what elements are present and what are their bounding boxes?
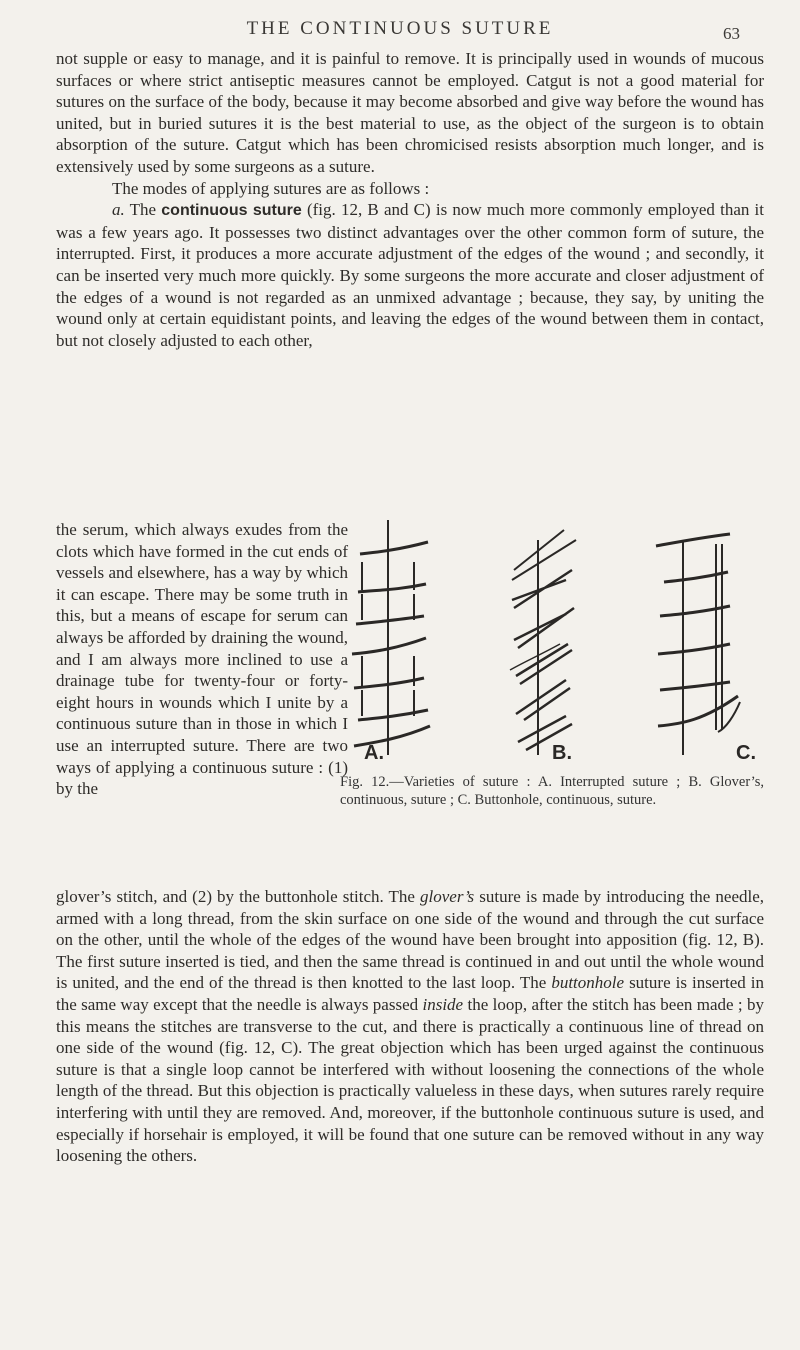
- page-number: 63: [723, 24, 740, 43]
- section-a-letter: a.: [112, 200, 125, 220]
- inside-term: inside: [422, 994, 464, 1014]
- glovers-suture-drawing: [510, 530, 576, 755]
- after-text-2: suture is made by introducing the needle, armed with a long thread, from the skin surface on one side of the wound and through the cut surface on the other, until the whole of the edges of the wound have been brought into apposition (fig. 12, B). The first suture inserted is tied, and then the same thread is continued in and out until the whole wound is united, and the end of the thread is then knotted to the last loop. The: [56, 887, 765, 993]
- running-head: THE CONTINUOUS SUTURE: [246, 18, 554, 39]
- glovers-term: glover’s: [420, 887, 475, 906]
- after-text-1: glover’s stitch, and (2) by the buttonhole stitch. The: [56, 887, 415, 906]
- figure-label-a: A.: [364, 742, 384, 764]
- interrupted-suture-drawing: [352, 520, 430, 755]
- wrapped-text-block: [56, 519, 348, 800]
- after-text-4: the loop, after the stitch has been made ; by this means the stitches are transverse to the cut, and there is practically a continuous line of thread on one side of the wound (fig. 12, C). The great objection which has been urged against the continuous suture is that a single loop cannot be interfered with without loosening the connections of the whole length of the thread. But this objection is practically valueless in these days, when sutures rarely require interfering with until they are removed. And, moreover, if the buttonhole continuous suture is used, and especially if horsehair is employed, it will be found that one suture can be removed without in any way loosening the others.: [56, 994, 765, 1166]
- suture-figure: [338, 520, 768, 772]
- after-figure-paragraph: [56, 886, 764, 1167]
- wrapped-paragraph: the serum, which always exudes from the clots which have formed in the cut ends of vessels and elsewhere, has a way by which it can escape. There may be some truth in this, but a means of escape for serum can always be afforded by draining the wound, and I am always more inclined to use a drainage tube for twenty-four or forty-eight hours in wounds which I unite by a continuous suture than in those in which I use an interrupted suture. There are two ways of applying a continuous suture : (1) by the: [56, 520, 348, 799]
- figure-caption: Fig. 12.—Varieties of suture : A. Interrupted suture ; B. Glover’s, continuous, suture ; C. Buttonhole, continuous, suture.: [340, 774, 764, 808]
- modes-intro: The modes of applying sutures are as follows :: [112, 178, 430, 198]
- figure-label-c: C.: [736, 742, 756, 764]
- figure-label-b: B.: [552, 742, 572, 764]
- suture-illustration: [338, 520, 768, 772]
- intro-paragraph: not supple or easy to manage, and it is painful to remove. It is principally used in wounds of mucous surfaces or where strict antiseptic measures cannot be employed. Catgut is not a good material for sutures on the surface of the body, because it may become absorbed and give way before the wound has united, but in buried sutures it is the best material to use, as the object of the surgeon is to obtain absorption of the suture. Catgut which has been chromicised resists absorption much longer, and is extensively used by some surgeons as a suture.: [56, 49, 764, 176]
- buttonhole-suture-drawing: [656, 534, 740, 755]
- section-a-text: (fig. 12, B and C) is now much more commonly employed than it was a few years ago. It possesses two distinct advantages over the other common form of suture, the interrupted. First, it produces a more accurate adjustment of the edges of the wound ; and secondly, it can be inserted very much more quickly. By some surgeons the more accurate and closer adjustment of the edges of a wound is not regarded as an unmixed advantage ; because, they say, by uniting the wound only at certain equidistant points, and leaving the edges of the wound between them in contact, but not closely adjusted to each other,: [56, 200, 765, 350]
- buttonhole-term: buttonhole: [551, 973, 625, 993]
- section-a-paragraph: [56, 199, 764, 351]
- after-figure-block: [56, 886, 764, 1167]
- after-text-3: suture is inserted in the same way except that the needle is always passed: [56, 973, 765, 1014]
- section-a-pre: The: [129, 200, 157, 220]
- intro-text-block: [56, 48, 764, 351]
- continuous-suture-term: continuous suture: [161, 202, 302, 220]
